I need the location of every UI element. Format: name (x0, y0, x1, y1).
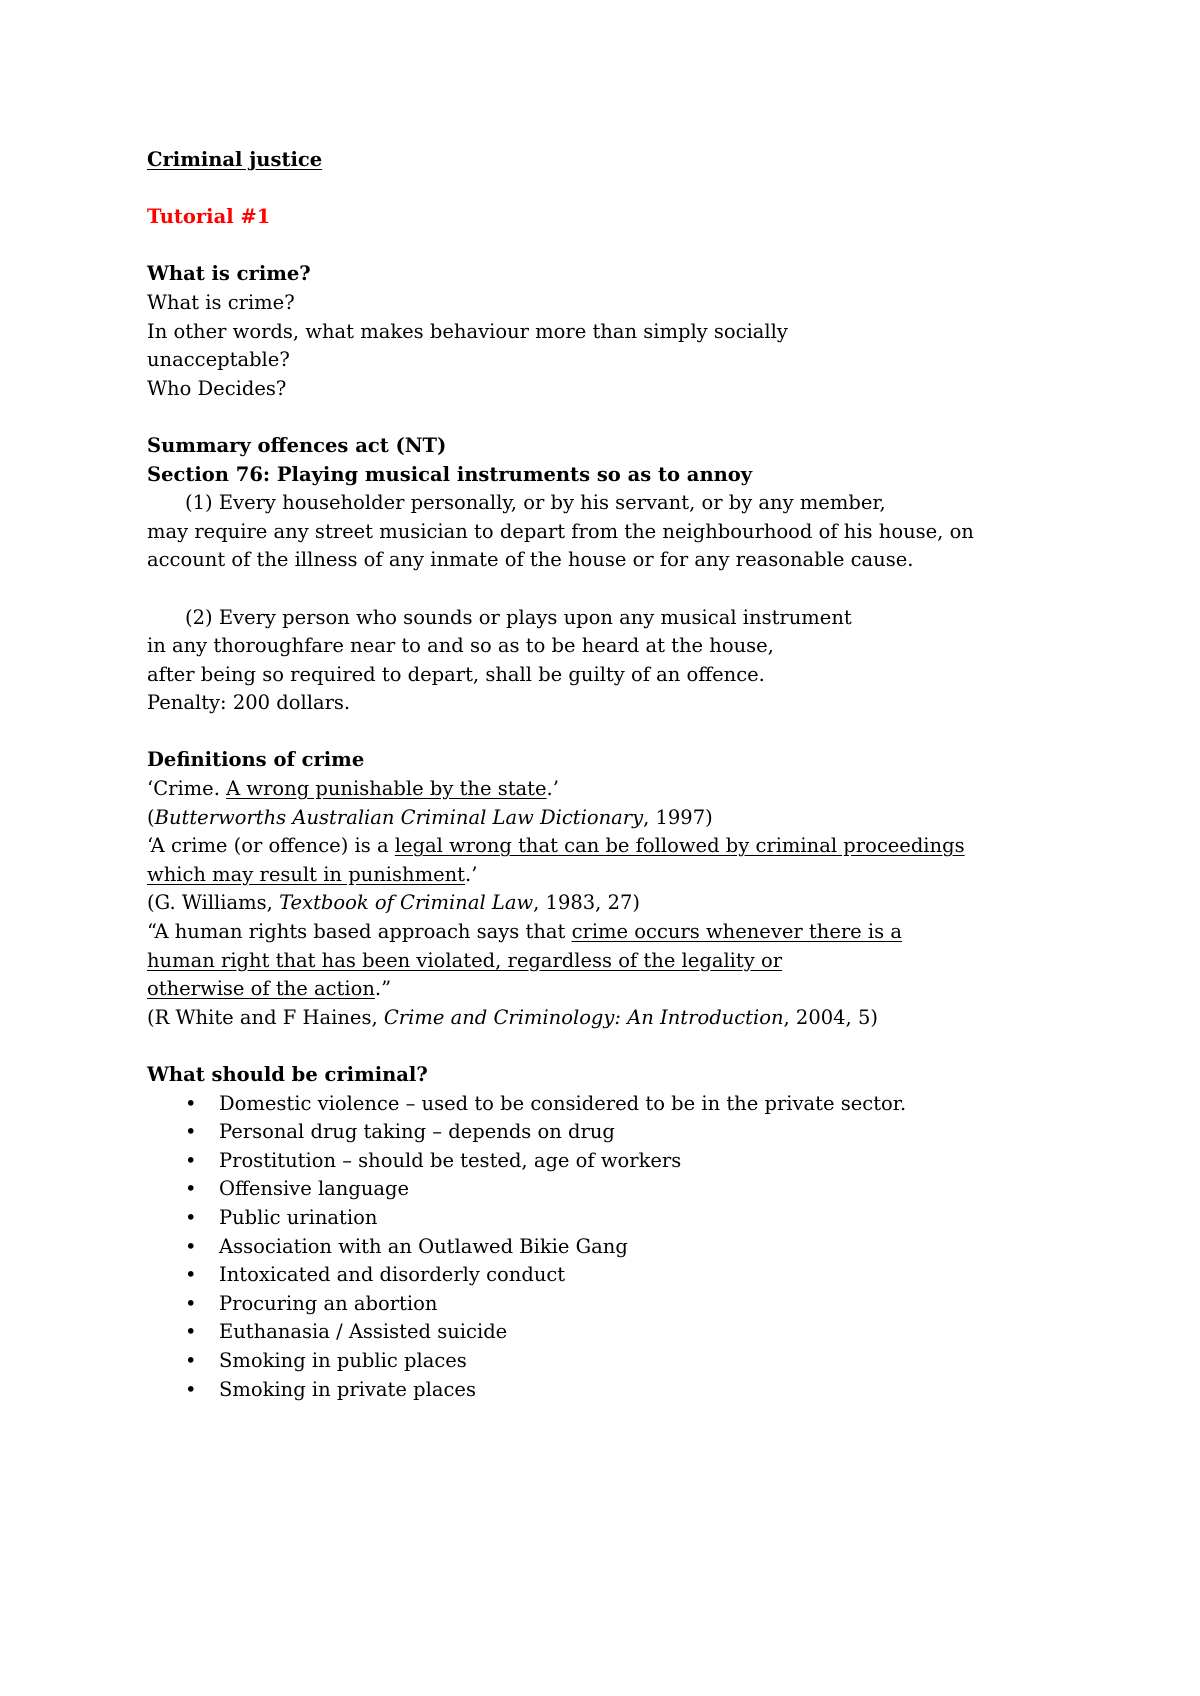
list-item-text: Intoxicated and disorderly conduct (219, 1263, 566, 1287)
quote-text: “A human rights based approach says that (147, 920, 572, 944)
bullet-icon: • (185, 1377, 197, 1401)
list-item-text: Offensive language (219, 1177, 410, 1201)
list-item (147, 1233, 1047, 1262)
spacer (147, 403, 1047, 432)
quote-text: .” (374, 977, 392, 1001)
quote-emphasis: human right that has been violated, regardless of the legality or (147, 948, 783, 972)
spacer (147, 232, 1047, 261)
citation (147, 889, 1047, 918)
list-item (147, 1261, 1047, 1290)
list-item (147, 1204, 1047, 1233)
act-paragraph-line: in any thoroughfare near to and so as to be heard at the house, (147, 634, 774, 658)
bullet-icon: • (185, 1291, 197, 1315)
list-item-text: Personal drug taking – depends on drug (219, 1120, 615, 1144)
quote-emphasis: legal wrong that can be followed by criminal proceedings (394, 834, 965, 858)
question-line: What is crime? (147, 290, 295, 314)
question-line: In other words, what makes behaviour more than simply socially (147, 319, 788, 343)
citation (147, 1004, 1047, 1033)
tutorial-heading: Tutorial #1 (147, 205, 271, 229)
document-body (147, 146, 1047, 1404)
bullet-icon: • (185, 1120, 197, 1144)
quote-emphasis: crime occurs whenever there is a (571, 920, 902, 944)
bullet-icon: • (185, 1348, 197, 1372)
bullet-icon: • (185, 1177, 197, 1201)
list-item-text: Domestic violence – used to be considered to be in the private sector. (219, 1091, 907, 1115)
list-item-text: Procuring an abortion (219, 1291, 438, 1315)
definition-quote (147, 861, 1047, 890)
citation-source-title: Butterworths Australian Criminal Law Dictionary (154, 805, 644, 829)
list-item (147, 1290, 1047, 1319)
bullet-icon: • (185, 1205, 197, 1229)
act-heading: Summary offences act (NT) (147, 433, 447, 457)
list-item-text: Public urination (219, 1205, 378, 1229)
list-item (147, 1147, 1047, 1176)
citation (147, 804, 1047, 833)
bullet-icon: • (185, 1263, 197, 1287)
definition-quote (147, 975, 1047, 1004)
list-item-text: Association with an Outlawed Bikie Gang (219, 1234, 628, 1258)
definition-quote (147, 775, 1047, 804)
bullet-icon: • (185, 1091, 197, 1115)
citation-text: (G. Williams, (147, 891, 280, 915)
question-line: Who Decides? (147, 376, 287, 400)
quote-emphasis: which may result in punishment (147, 862, 466, 886)
criminal-heading: What should be criminal? (147, 1063, 428, 1086)
definition-quote (147, 918, 1047, 947)
bullet-icon: • (185, 1234, 197, 1258)
citation-text: , 2004, 5) (783, 1005, 878, 1029)
spacer (147, 175, 1047, 204)
act-paragraph-line: (1) Every householder personally, or by his servant, or by any member, (185, 491, 886, 515)
act-paragraph-line: account of the illness of any inmate of the house or for any reasonable cause. (147, 548, 914, 572)
spacer (147, 1032, 1047, 1061)
bullet-icon: • (185, 1320, 197, 1344)
section-heading-what-is-crime: What is crime? (147, 262, 311, 286)
act-paragraph-line: may require any street musician to depart from the neighbourhood of his house, on (147, 519, 974, 543)
quote-emphasis: otherwise of the action (147, 977, 375, 1001)
list-item-text: Prostitution – should be tested, age of workers (219, 1148, 682, 1172)
citation-text: , 1983, 27) (533, 891, 640, 915)
citation-text: , 1997) (643, 805, 713, 829)
citation-text: (R White and F Haines, (147, 1005, 384, 1029)
list-item (147, 1376, 1047, 1405)
quote-emphasis: A wrong punishable by the state (226, 777, 547, 801)
act-paragraph-line: (2) Every person who sounds or plays upon any musical instrument (185, 605, 852, 629)
list-item (147, 1347, 1047, 1376)
list-item-text: Smoking in public places (219, 1348, 467, 1372)
bullet-icon: • (185, 1148, 197, 1172)
citation-source-title: Crime and Criminology: An Introduction (383, 1005, 784, 1029)
list-item (147, 1118, 1047, 1147)
list-item (147, 1090, 1047, 1119)
document-title: Criminal justice (147, 148, 323, 171)
definition-quote (147, 947, 1047, 976)
quote-text: .’ (465, 862, 478, 886)
spacer (147, 575, 1047, 604)
quote-text: ‘A crime (or offence) is a (147, 834, 395, 858)
list-item-text: Smoking in private places (219, 1377, 476, 1401)
quote-text: .’ (546, 777, 559, 801)
quote-text: ‘Crime. (147, 777, 227, 801)
citation-text: ( (147, 805, 155, 829)
list-item (147, 1318, 1047, 1347)
section-heading: Section 76: Playing musical instruments so as to annoy (147, 462, 753, 486)
spacer (147, 718, 1047, 747)
act-paragraph-line: after being so required to depart, shall be guilty of an offence. (147, 662, 765, 686)
question-line: unacceptable? (147, 348, 290, 372)
bullet-list (147, 1090, 1047, 1405)
citation-source-title: Textbook of Criminal Law (279, 891, 534, 915)
definition-quote (147, 832, 1047, 861)
definitions-heading: Definitions of crime (147, 748, 365, 772)
list-item-text: Euthanasia / Assisted suicide (219, 1320, 508, 1344)
penalty-line: Penalty: 200 dollars. (147, 691, 351, 715)
list-item (147, 1175, 1047, 1204)
